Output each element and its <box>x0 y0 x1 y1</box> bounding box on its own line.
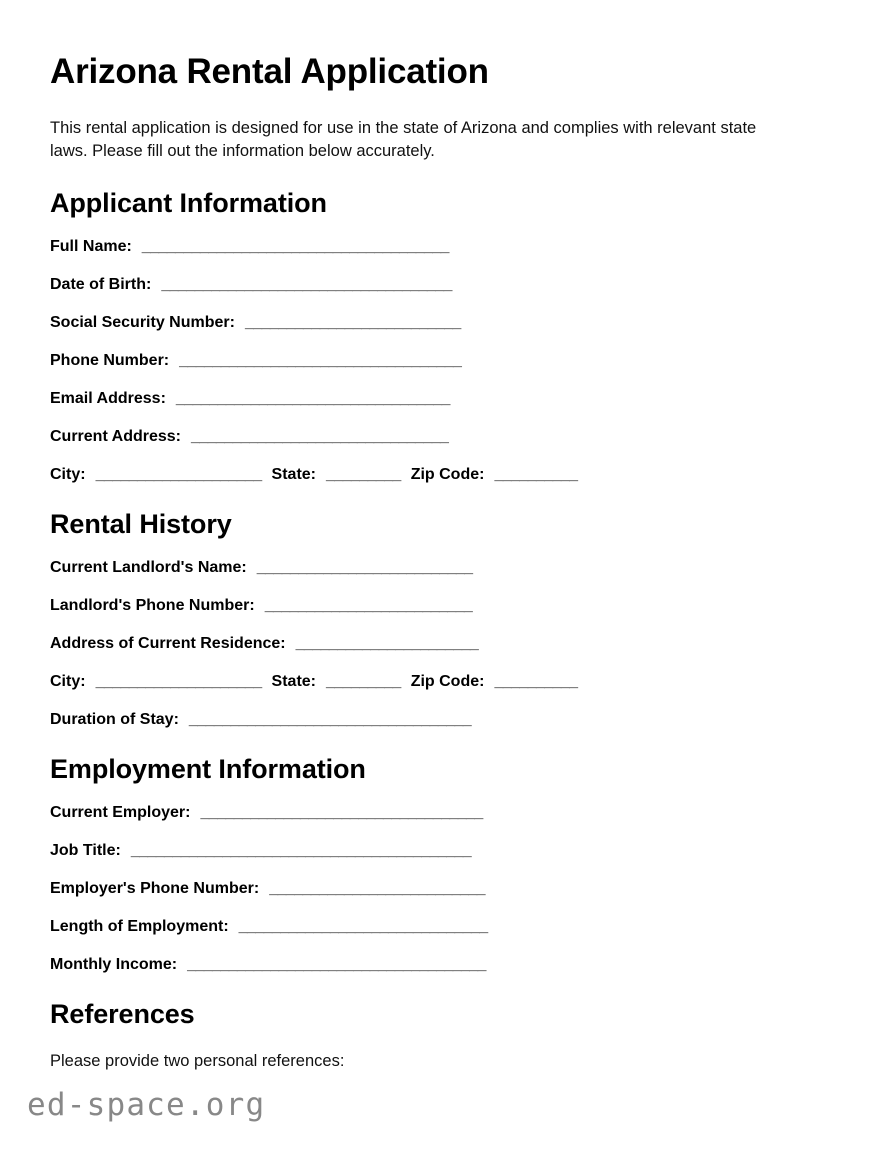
field-label: Address of Current Residence: <box>50 635 286 653</box>
section-references <box>50 999 842 1072</box>
field-landlord-phone-number <box>50 598 842 614</box>
field-blank-line-state[interactable]: _________ <box>326 673 401 691</box>
field-label: Current Employer: <box>50 804 191 822</box>
section-applicant-information <box>50 188 842 483</box>
field-social-security-number <box>50 315 842 331</box>
field-blank-line-city[interactable]: ____________________ <box>95 673 262 691</box>
field-blank-line[interactable]: _______________________________ <box>190 428 449 446</box>
field-employer-phone-number <box>50 881 842 897</box>
watermark-text: ed-space.org <box>27 1087 266 1123</box>
field-label: Current Landlord's Name: <box>50 559 247 577</box>
field-address-of-current-residence <box>50 636 842 652</box>
field-city-state-zip <box>50 674 842 690</box>
field-label-zip-code: Zip Code: <box>410 673 485 691</box>
field-blank-line[interactable]: ____________________________________ <box>187 956 486 974</box>
field-current-landlord-name <box>50 560 842 576</box>
field-current-address <box>50 429 842 445</box>
field-blank-line[interactable]: __________________________________ <box>188 711 472 729</box>
field-length-of-employment <box>50 919 842 935</box>
field-full-name <box>50 239 842 255</box>
field-email-address <box>50 391 842 407</box>
field-label: Duration of Stay: <box>50 711 179 729</box>
field-job-title <box>50 843 842 859</box>
field-label: Length of Employment: <box>50 918 229 936</box>
section-heading-applicant-information: Applicant Information <box>50 188 327 219</box>
document-content <box>50 52 842 1073</box>
field-label: Monthly Income: <box>50 956 178 974</box>
field-blank-line[interactable]: _________________________________ <box>175 390 450 408</box>
field-label-city: City: <box>50 466 86 484</box>
section-heading-references: References <box>50 999 195 1030</box>
field-date-of-birth <box>50 277 842 293</box>
field-phone-number <box>50 353 842 369</box>
field-label: Email Address: <box>50 390 166 408</box>
field-label-city: City: <box>50 673 86 691</box>
field-label: Job Title: <box>50 842 121 860</box>
section-heading-employment-information: Employment Information <box>50 754 366 785</box>
field-blank-line-state[interactable]: _________ <box>326 466 401 484</box>
field-label: Date of Birth: <box>50 276 152 294</box>
field-city-state-zip <box>50 467 842 483</box>
field-blank-line[interactable]: __________________________ <box>244 314 461 332</box>
field-blank-line[interactable]: __________________________ <box>256 559 473 577</box>
field-label-state: State: <box>271 673 316 691</box>
field-current-employer <box>50 805 842 821</box>
field-blank-line[interactable]: _____________________________________ <box>141 238 449 256</box>
section-heading-rental-history: Rental History <box>50 509 232 540</box>
field-label: Social Security Number: <box>50 314 235 332</box>
field-label-zip-code: Zip Code: <box>410 466 485 484</box>
field-monthly-income <box>50 957 842 973</box>
field-blank-line[interactable]: __________________________________ <box>200 804 483 822</box>
page-title: Arizona Rental Application <box>50 52 489 91</box>
field-blank-line[interactable]: _________________________ <box>264 597 473 615</box>
field-blank-line-zip-code[interactable]: __________ <box>494 673 578 691</box>
field-label-state: State: <box>271 466 316 484</box>
field-blank-line[interactable]: ______________________________ <box>238 918 488 936</box>
field-label: Full Name: <box>50 238 132 256</box>
field-duration-of-stay <box>50 712 842 728</box>
field-blank-line-city[interactable]: ____________________ <box>95 466 262 484</box>
field-blank-line-zip-code[interactable]: __________ <box>494 466 578 484</box>
field-blank-line[interactable]: ___________________________________ <box>161 276 452 294</box>
field-blank-line[interactable]: __________________________ <box>269 880 485 898</box>
field-label: Current Address: <box>50 428 181 446</box>
section-employment-information <box>50 754 842 973</box>
references-note: Please provide two personal references: <box>50 1052 345 1071</box>
field-label: Landlord's Phone Number: <box>50 597 255 615</box>
field-label: Phone Number: <box>50 352 170 370</box>
field-blank-line[interactable]: ______________________ <box>295 635 479 653</box>
section-rental-history <box>50 509 842 728</box>
field-label: Employer's Phone Number: <box>50 880 260 898</box>
field-blank-line[interactable]: __________________________________ <box>179 352 462 370</box>
intro-paragraph: This rental application is designed for use in the state of Arizona and complies with relevant state laws. Please fill out the information below accurately. <box>50 119 757 160</box>
field-blank-line[interactable]: _________________________________________ <box>130 842 472 860</box>
